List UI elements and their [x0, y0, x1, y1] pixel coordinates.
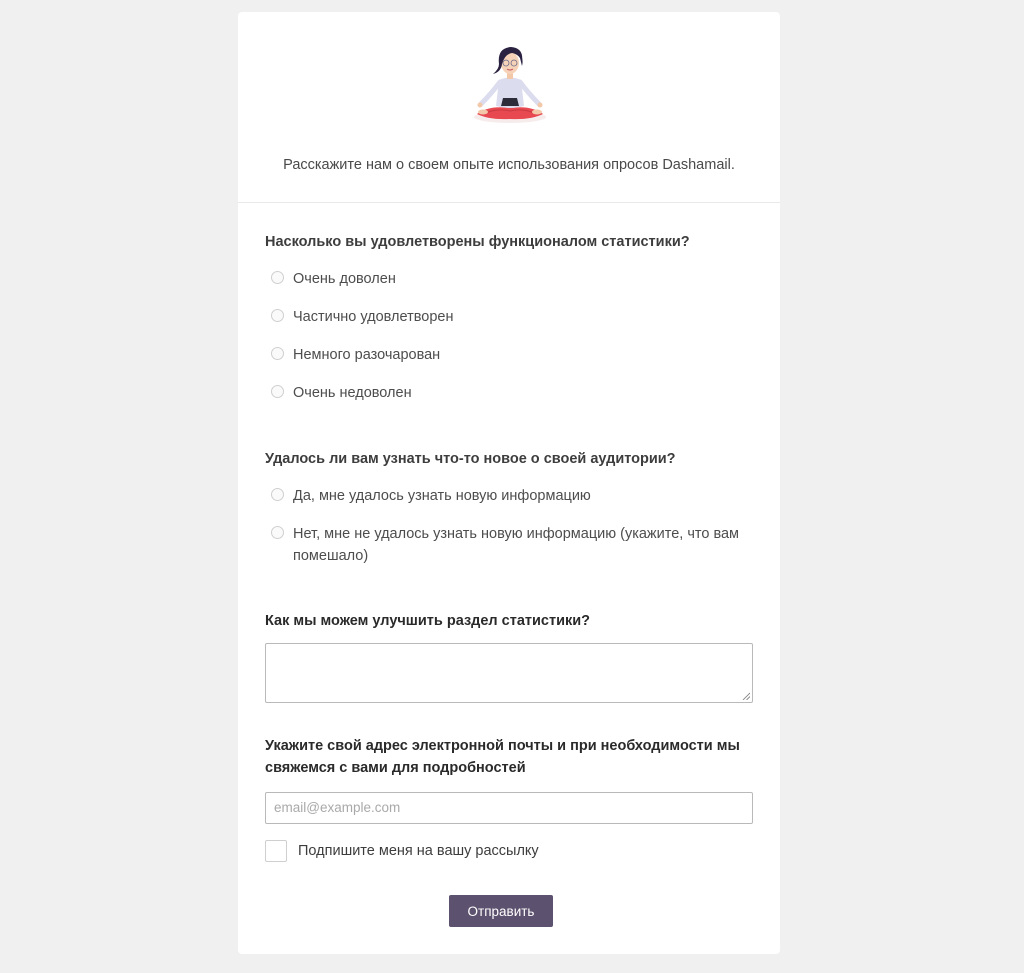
radio-option-partially-satisfied[interactable]: [271, 306, 453, 328]
submit-button[interactable]: Отправить: [449, 895, 553, 927]
email-placeholder: email@example.com: [274, 800, 401, 815]
subscribe-option[interactable]: [265, 840, 539, 862]
survey-card: [238, 12, 780, 954]
email-field[interactable]: [265, 792, 753, 824]
improvement-textarea[interactable]: [265, 643, 753, 703]
radio-option-yes-learned[interactable]: [271, 485, 591, 507]
meditating-woman-illustration: [469, 42, 551, 126]
radio-button[interactable]: [271, 385, 284, 398]
radio-button[interactable]: [271, 488, 284, 501]
radio-option-very-dissatisfied[interactable]: [271, 382, 412, 404]
radio-option-label: Да, мне удалось узнать новую информацию: [293, 488, 591, 504]
resize-grip-icon[interactable]: [742, 692, 750, 700]
question-title-audience-insights: Удалось ли вам узнать что-то новое о своей аудитории?: [265, 451, 676, 467]
survey-header: [238, 12, 780, 203]
radio-option-label: Очень недоволен: [293, 385, 412, 401]
survey-intro-text: Расскажите нам о своем опыте использования опросов Dashamail.: [283, 157, 735, 173]
radio-button[interactable]: [271, 526, 284, 539]
radio-option-very-satisfied[interactable]: [271, 268, 396, 290]
radio-option-label: Частично удовлетворен: [293, 309, 454, 325]
radio-button[interactable]: [271, 347, 284, 360]
question-title-email: Укажите свой адрес электронной почты и при необходимости мы свяжемся с вами для подробностей: [265, 738, 740, 776]
question-title-satisfaction: Насколько вы удовлетворены функционалом статистики?: [265, 234, 690, 250]
subscribe-checkbox[interactable]: [265, 840, 287, 862]
subscribe-label: Подпишите меня на вашу рассылку: [298, 843, 539, 859]
radio-option-label: Нет, мне не удалось узнать новую информацию (укажите, что вам помешало): [293, 526, 740, 564]
radio-option-label: Немного разочарован: [293, 347, 441, 363]
question-title-improvement: Как мы можем улучшить раздел статистики?: [265, 613, 591, 629]
radio-button[interactable]: [271, 271, 284, 284]
radio-option-no-learned[interactable]: [271, 523, 753, 567]
radio-option-slightly-disappointed[interactable]: [271, 344, 440, 366]
radio-button[interactable]: [271, 309, 284, 322]
radio-option-label: Очень доволен: [293, 271, 396, 287]
